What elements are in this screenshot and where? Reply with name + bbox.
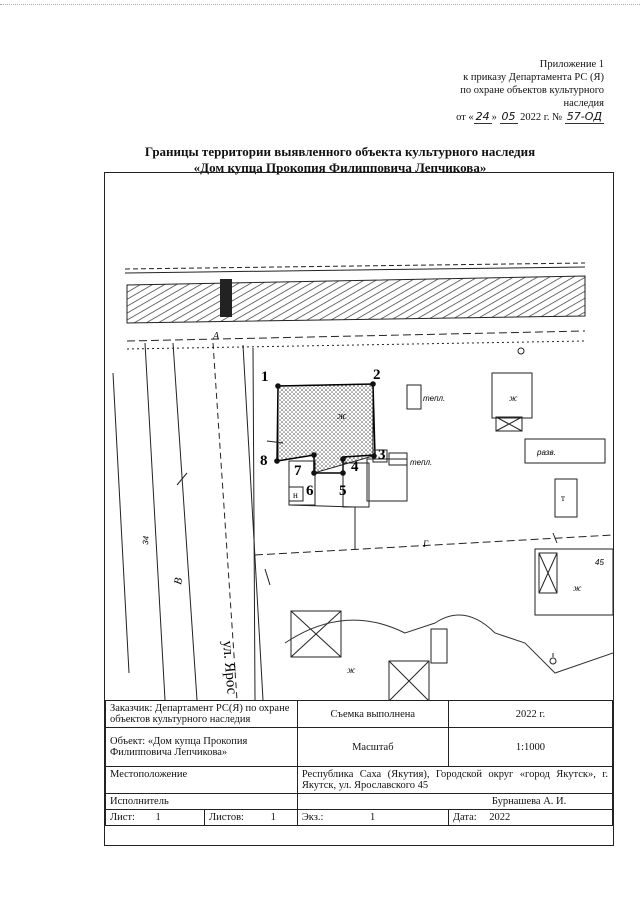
performer-value-cell: Бурнашева А. И. (297, 794, 612, 810)
appendix-line-2: к приказу Департамента РС (Я) (463, 72, 604, 83)
point-2: 2 (373, 367, 381, 383)
label-t: т (561, 493, 565, 503)
terrain-outline (285, 615, 613, 673)
sheets-value: 1 (270, 812, 276, 823)
date-month: 05 (501, 110, 516, 123)
label-zh-bottom: ж (347, 665, 356, 675)
location-label-cell: Местоположение (106, 767, 298, 794)
survey-year-cell: 2022 г. (448, 701, 612, 728)
label-n: н (293, 490, 298, 500)
point-6: 6 (306, 483, 314, 499)
top-road-lines (125, 263, 585, 273)
appendix-line-3: по охране объектов культурного (460, 85, 604, 96)
survey-label-cell: Съемка выполнена (297, 701, 448, 728)
date-sep: » (491, 112, 497, 123)
label-zh-right: ж (509, 393, 518, 403)
top-scan-border (0, 4, 640, 7)
order-number: 57-ОД (566, 110, 602, 123)
performer-label-cell: Исполнитель (106, 794, 298, 810)
date-value: 2022 (489, 812, 511, 823)
street-lines (113, 343, 263, 700)
point-5: 5 (339, 483, 347, 499)
title-block-table (105, 700, 613, 826)
street-name-label: ул. Ярос (219, 639, 240, 696)
point-8: 8 (260, 453, 268, 469)
label-34: 34 (141, 535, 151, 546)
date-day: 24 (475, 110, 490, 123)
title-line-1: Границы территории выявленного объекта культурного наследия (144, 144, 536, 159)
label-razv: разв. (537, 448, 556, 457)
label-zh-main: ж (337, 411, 347, 422)
label-tepl-1: тепл. (423, 394, 446, 403)
sheet-value: 1 (155, 812, 161, 823)
label-tepl-2: тепл. (410, 458, 433, 467)
appendix-date-line (384, 110, 604, 124)
copy-cell (297, 810, 448, 826)
point-7: 7 (294, 463, 302, 479)
road-line-g (255, 535, 613, 555)
appendix-line-1: Приложение 1 (539, 59, 604, 70)
location-value-cell: Республика Саха (Якутия), Городской округ «город Якутск», г. Якутск, ул. Ярославского 45 (297, 767, 612, 794)
hatched-road-strip (127, 276, 585, 323)
object-cell: Объект: «Дом купца Прокопия Филипповича Лепчикова» (106, 728, 298, 767)
point-4: 4 (351, 459, 359, 475)
heritage-boundary (277, 384, 375, 473)
plan-sheet (104, 172, 614, 846)
sheets-cell (205, 810, 298, 826)
label-g: Г (423, 539, 429, 549)
date-year-no: 2022 г. № (520, 112, 563, 123)
title-line-2: «Дом купца Прокопия Филипповича Лепчикова» (193, 160, 487, 175)
appendix-block (384, 58, 604, 124)
label-a: А (213, 331, 220, 342)
sheet-label: Лист: (110, 812, 135, 823)
copy-label: Экз.: (301, 812, 324, 823)
site-plan-map (105, 173, 613, 700)
label-45: 45 (595, 558, 604, 567)
label-b: В (172, 576, 186, 586)
sheet-cell (106, 810, 205, 826)
scale-value-cell: 1:1000 (448, 728, 612, 767)
date-prefix: от « (456, 112, 474, 123)
scale-label-cell: Масштаб (297, 728, 448, 767)
appendix-line-4: наследия (563, 98, 604, 109)
label-zh-right-lower: ж (573, 583, 582, 593)
date-cell (448, 810, 612, 826)
road-line-a (127, 331, 585, 349)
customer-cell: Заказчик: Департамент РС(Я) по охране объектов культурного наследия (106, 701, 298, 728)
sheets-label: Листов: (209, 812, 244, 823)
date-label: Дата: (452, 812, 477, 823)
point-3: 3 (378, 447, 386, 463)
point-1: 1 (261, 369, 269, 385)
copy-value: 1 (370, 812, 376, 823)
